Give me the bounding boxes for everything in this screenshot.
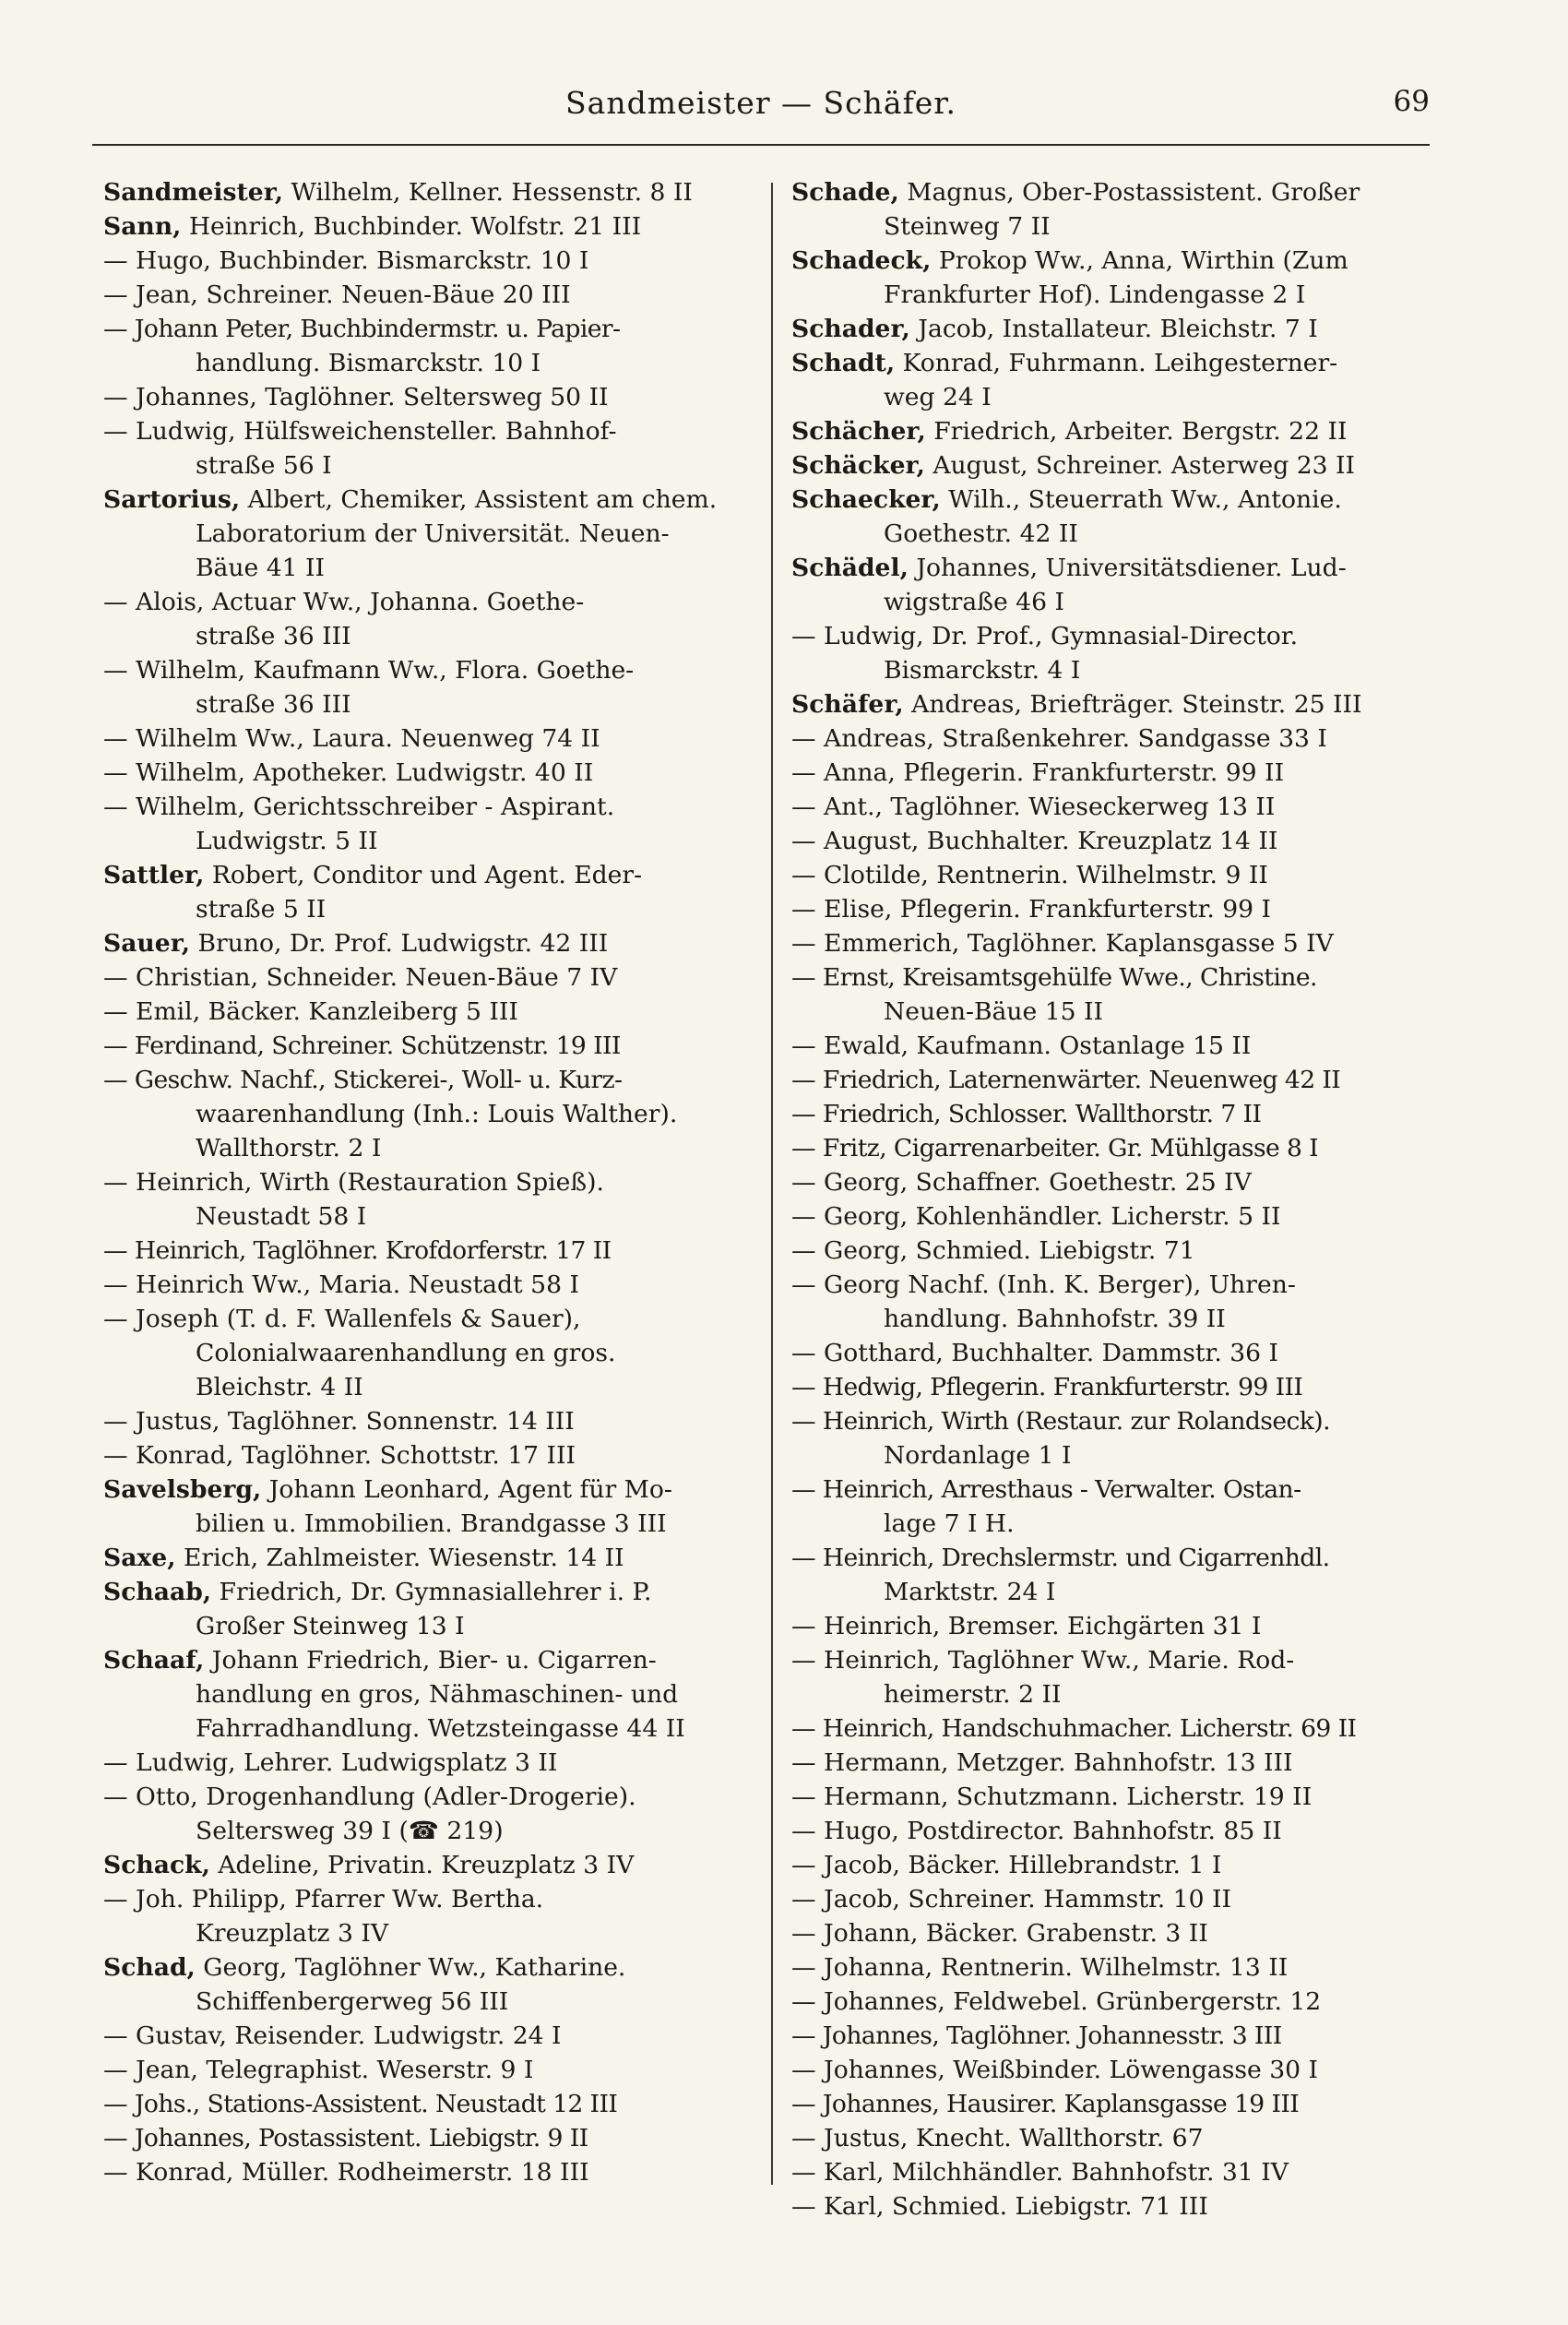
- entry-text: — Johann Peter, Buchbindermstr. u. Papier-: [103, 315, 621, 343]
- directory-line: [103, 2019, 766, 2053]
- directory-line: [791, 1711, 1454, 1746]
- entry-text: Friedrich, Arbeiter. Bergstr. 22 II: [933, 417, 1348, 446]
- entry-text: Erich, Zahlmeister. Wiesenstr. 14 II: [183, 1544, 624, 1572]
- directory-line: [791, 790, 1454, 824]
- surname-heading: Saxe,: [103, 1544, 176, 1572]
- entry-text: — Johannes, Weißbinder. Löwengasse 30 I: [791, 2056, 1318, 2084]
- directory-line: [103, 244, 766, 278]
- entry-text: — Jean, Telegraphist. Weserstr. 9 I: [103, 2056, 534, 2084]
- directory-line: [791, 2087, 1454, 2121]
- directory-line: [103, 551, 766, 585]
- entry-text: Bleichstr. 4 II: [196, 1373, 363, 1401]
- surname-heading: Schädel,: [791, 554, 909, 582]
- left-column: [103, 175, 766, 2189]
- entry-text: Konrad, Fuhrmann. Leihgesterner-: [902, 349, 1338, 377]
- column-divider: [771, 183, 773, 2185]
- entry-text: — Karl, Schmied. Liebigstr. 71 III: [791, 2192, 1208, 2221]
- entry-text: — Heinrich, Wirth (Restauration Spieß).: [103, 1168, 604, 1197]
- entry-text: — Anna, Pflegerin. Frankfurterstr. 99 II: [791, 758, 1285, 787]
- entry-text: — Johs., Stations-Assistent. Neustadt 12 III: [103, 2090, 618, 2118]
- directory-line: [103, 2053, 766, 2087]
- directory-line: [791, 380, 1454, 414]
- entry-text: — Wilhelm, Apotheker. Ludwigstr. 40 II: [103, 758, 594, 787]
- entry-text: Bruno, Dr. Prof. Ludwigstr. 42 III: [197, 929, 609, 958]
- entry-text: August, Schreiner. Asterweg 23 II: [932, 451, 1356, 480]
- entry-text: — Johanna, Rentnerin. Wilhelmstr. 13 II: [791, 1953, 1289, 1982]
- entry-text: Georg, Taglöhner Ww., Katharine.: [203, 1953, 626, 1982]
- directory-line: [103, 790, 766, 824]
- entry-text: Magnus, Ober-Postassistent. Großer: [907, 178, 1360, 207]
- entry-text: — Heinrich, Arresthaus - Verwalter. Ostan-: [791, 1475, 1301, 1504]
- directory-line: [103, 1507, 766, 1541]
- entry-text: Robert, Conditor und Agent. Eder-: [211, 861, 643, 889]
- directory-line: [791, 1438, 1454, 1472]
- entry-text: — Heinrich, Bremser. Eichgärten 31 I: [791, 1612, 1262, 1640]
- directory-line: [791, 551, 1454, 585]
- entry-text: — Elise, Pflegerin. Frankfurterstr. 99 I: [791, 895, 1272, 924]
- surname-heading: Schadeck,: [791, 246, 932, 275]
- entry-text: — Hermann, Metzger. Bahnhofstr. 13 III: [791, 1748, 1293, 1777]
- entry-text: — Heinrich, Taglöhner Ww., Marie. Rod-: [791, 1646, 1295, 1675]
- directory-line: [103, 960, 766, 995]
- entry-text: — Otto, Drogenhandlung (Adler-Drogerie).: [103, 1782, 636, 1811]
- entry-text: Adeline, Privatin. Kreuzplatz 3 IV: [218, 1851, 635, 1879]
- entry-text: Steinweg 7 II: [884, 212, 1051, 241]
- directory-line: [791, 448, 1454, 483]
- surname-heading: Sattler,: [103, 861, 205, 889]
- surname-heading: Schäcker,: [791, 451, 925, 480]
- directory-line: [103, 1234, 766, 1268]
- entry-text: Friedrich, Dr. Gymnasiallehrer i. P.: [219, 1578, 652, 1606]
- entry-text: Colonialwaarenhandlung en gros.: [196, 1339, 616, 1367]
- directory-line: [103, 1199, 766, 1234]
- directory-line: [791, 756, 1454, 790]
- directory-line: [103, 2121, 766, 2155]
- entry-text: Andreas, Briefträger. Steinstr. 25 III: [911, 690, 1362, 719]
- running-title: Sandmeister — Schäfer.: [565, 85, 956, 121]
- entry-text: Wallthorstr. 2 I: [196, 1134, 382, 1162]
- entry-text: — Hugo, Postdirector. Bahnhofstr. 85 II: [791, 1817, 1282, 1845]
- entry-text: — Christian, Schneider. Neuen-Bäue 7 IV: [103, 963, 618, 992]
- entry-text: Neuen-Bäue 15 II: [884, 997, 1104, 1026]
- entry-text: — Joseph (T. d. F. Wallenfels & Sauer),: [103, 1305, 581, 1333]
- entry-text: Neustadt 58 I: [196, 1202, 367, 1231]
- entry-text: Schiffenbergerweg 56 III: [196, 1987, 509, 2016]
- directory-line: [791, 1268, 1454, 1302]
- entry-text: — Friedrich, Schlosser. Wallthorstr. 7 II: [791, 1100, 1262, 1128]
- directory-line: [791, 1848, 1454, 1882]
- directory-line: [103, 1609, 766, 1643]
- entry-text: straße 36 III: [196, 690, 351, 719]
- directory-line: [103, 1746, 766, 1780]
- directory-line: [103, 1780, 766, 1814]
- directory-line: [791, 619, 1454, 653]
- directory-line: [103, 1029, 766, 1063]
- entry-text: handlung. Bismarckstr. 10 I: [196, 349, 541, 377]
- entry-text: — Georg, Schaffner. Goethestr. 25 IV: [791, 1168, 1252, 1197]
- entry-text: — Heinrich, Wirth (Restaur. zur Rolandseck).: [791, 1407, 1330, 1436]
- surname-heading: Schad,: [103, 1953, 196, 1982]
- directory-line: [103, 1165, 766, 1199]
- directory-line: [791, 1746, 1454, 1780]
- entry-text: — Heinrich, Drechslermstr. und Cigarrenhdl.: [791, 1544, 1330, 1572]
- entry-text: Johannes, Universitätsdiener. Lud-: [916, 554, 1347, 582]
- directory-line: [791, 2189, 1454, 2224]
- directory-line: [103, 1711, 766, 1746]
- entry-text: — Wilhelm, Kaufmann Ww., Flora. Goethe-: [103, 656, 635, 685]
- surname-heading: Schack,: [103, 1851, 210, 1879]
- directory-line: [791, 1575, 1454, 1609]
- directory-line: [791, 2155, 1454, 2189]
- entry-text: — Wilhelm Ww., Laura. Neuenweg 74 II: [103, 724, 600, 753]
- directory-line: [791, 960, 1454, 995]
- directory-line: [103, 1370, 766, 1404]
- directory-line: [103, 1336, 766, 1370]
- directory-line: [103, 1097, 766, 1131]
- directory-line: [103, 756, 766, 790]
- entry-text: handlung. Bahnhofstr. 39 II: [884, 1305, 1226, 1333]
- directory-line: [791, 824, 1454, 858]
- entry-text: — August, Buchhalter. Kreuzplatz 14 II: [791, 827, 1278, 855]
- entry-text: Großer Steinweg 13 I: [196, 1612, 465, 1640]
- directory-line: [103, 995, 766, 1029]
- directory-line: [103, 209, 766, 244]
- entry-text: wigstraße 46 I: [884, 588, 1064, 616]
- directory-line: [791, 585, 1454, 619]
- directory-line: [791, 1814, 1454, 1848]
- entry-text: — Justus, Knecht. Wallthorstr. 67: [791, 2124, 1204, 2152]
- entry-text: — Georg Nachf. (Inh. K. Berger), Uhren-: [791, 1270, 1296, 1299]
- entry-text: — Ant., Taglöhner. Wieseckerweg 13 II: [791, 793, 1276, 821]
- entry-text: — Gustav, Reisender. Ludwigstr. 24 I: [103, 2021, 562, 2050]
- directory-line: [791, 995, 1454, 1029]
- directory-line: [103, 1063, 766, 1097]
- directory-line: [103, 312, 766, 346]
- surname-heading: Schäfer,: [791, 690, 904, 719]
- entry-text: Wilhelm, Kellner. Hessenstr. 8 II: [291, 178, 693, 207]
- entry-text: Seltersweg 39 I (☎ 219): [196, 1817, 504, 1845]
- directory-line: [103, 1131, 766, 1165]
- entry-text: lage 7 I H.: [884, 1509, 1015, 1538]
- directory-line: [791, 244, 1454, 278]
- entry-text: — Jacob, Bäcker. Hillebrandstr. 1 I: [791, 1851, 1222, 1879]
- directory-line: [103, 1302, 766, 1336]
- entry-text: — Hedwig, Pflegerin. Frankfurterstr. 99 III: [791, 1373, 1303, 1401]
- directory-line: [103, 1404, 766, 1438]
- entry-text: Bismarckstr. 4 I: [884, 656, 1081, 685]
- entry-text: — Ferdinand, Schreiner. Schützenstr. 19 III: [103, 1031, 621, 1060]
- entry-text: Marktstr. 24 I: [884, 1578, 1056, 1606]
- directory-line: [103, 414, 766, 448]
- entry-text: handlung en gros, Nähmaschinen- und: [196, 1680, 679, 1709]
- entry-text: — Friedrich, Laternenwärter. Neuenweg 42 II: [791, 1066, 1341, 1094]
- directory-line: [791, 1097, 1454, 1131]
- directory-line: [791, 1302, 1454, 1336]
- surname-heading: Sann,: [103, 212, 182, 241]
- directory-line: [791, 2053, 1454, 2087]
- entry-text: Johann Friedrich, Bier- u. Cigarren-: [211, 1646, 657, 1675]
- directory-line: [791, 1882, 1454, 1916]
- directory-line: [103, 858, 766, 892]
- directory-line: [103, 175, 766, 209]
- entry-text: Kreuzplatz 3 IV: [196, 1919, 389, 1948]
- directory-line: [103, 619, 766, 653]
- directory-line: [103, 278, 766, 312]
- directory-line: [791, 175, 1454, 209]
- entry-text: — Konrad, Müller. Rodheimerstr. 18 III: [103, 2158, 589, 2187]
- directory-line: [103, 2087, 766, 2121]
- directory-line: [103, 1950, 766, 1985]
- directory-line: [791, 278, 1454, 312]
- entry-text: — Fritz, Cigarrenarbeiter. Gr. Mühlgasse 8 I: [791, 1134, 1319, 1162]
- directory-line: [103, 926, 766, 960]
- entry-text: — Johannes, Hausirer. Kaplansgasse 19 III: [791, 2090, 1300, 2118]
- directory-line: [791, 1609, 1454, 1643]
- entry-text: — Konrad, Taglöhner. Schottstr. 17 III: [103, 1441, 576, 1470]
- entry-text: — Jean, Schreiner. Neuen-Bäue 20 III: [103, 280, 571, 309]
- surname-heading: Schadt,: [791, 349, 896, 377]
- directory-line: [103, 1677, 766, 1711]
- directory-line: [791, 1985, 1454, 2019]
- entry-text: — Johannes, Taglöhner. Johannesstr. 3 III: [791, 2021, 1282, 2050]
- directory-line: [791, 1336, 1454, 1370]
- entry-text: — Karl, Milchhändler. Bahnhofstr. 31 IV: [791, 2158, 1289, 2187]
- entry-text: — Hermann, Schutzmann. Licherstr. 19 II: [791, 1782, 1313, 1811]
- entry-text: heimerstr. 2 II: [884, 1680, 1062, 1709]
- surname-heading: Schächer,: [791, 417, 926, 446]
- entry-text: — Ludwig, Hülfsweichensteller. Bahnhof-: [103, 417, 617, 446]
- directory-line: [103, 1575, 766, 1609]
- directory-line: [103, 1848, 766, 1882]
- entry-text: — Ernst, Kreisamtsgehülfe Wwe., Christine.: [791, 963, 1317, 992]
- entry-text: Ludwigstr. 5 II: [196, 827, 378, 855]
- entry-text: — Johann, Bäcker. Grabenstr. 3 II: [791, 1919, 1208, 1948]
- surname-heading: Sauer,: [103, 929, 191, 958]
- directory-line: [791, 1199, 1454, 1234]
- page-number: 69: [1393, 85, 1430, 118]
- directory-line: [103, 721, 766, 756]
- directory-line: [103, 585, 766, 619]
- entry-text: straße 5 II: [196, 895, 327, 924]
- directory-line: [791, 1472, 1454, 1507]
- directory-line: [791, 721, 1454, 756]
- entry-text: — Hugo, Buchbinder. Bismarckstr. 10 I: [103, 246, 589, 275]
- surname-heading: Sartorius,: [103, 485, 241, 514]
- entry-text: — Johannes, Taglöhner. Seltersweg 50 II: [103, 383, 609, 411]
- entry-text: — Gotthard, Buchhalter. Dammstr. 36 I: [791, 1339, 1279, 1367]
- directory-line: [103, 1985, 766, 2019]
- entry-text: Albert, Chemiker, Assistent am chem.: [247, 485, 718, 514]
- directory-line: [103, 1438, 766, 1472]
- directory-line: [791, 687, 1454, 721]
- directory-line: [791, 1780, 1454, 1814]
- directory-line: [103, 346, 766, 380]
- entry-text: — Geschw. Nachf., Stickerei-, Woll- u. Kurz-: [103, 1066, 623, 1094]
- entry-text: — Andreas, Straßenkehrer. Sandgasse 33 I: [791, 724, 1327, 753]
- directory-line: [791, 1165, 1454, 1199]
- directory-line: [791, 1131, 1454, 1165]
- directory-line: [791, 1541, 1454, 1575]
- directory-line: [791, 414, 1454, 448]
- entry-text: Goethestr. 42 II: [884, 519, 1078, 548]
- surname-heading: Schade,: [791, 178, 899, 207]
- directory-line: [103, 1916, 766, 1950]
- directory-line: [103, 892, 766, 926]
- surname-heading: Sandmeister,: [103, 178, 284, 207]
- right-column: [791, 175, 1454, 2224]
- entry-text: weg 24 I: [884, 383, 992, 411]
- entry-text: — Ewald, Kaufmann. Ostanlage 15 II: [791, 1031, 1252, 1060]
- directory-line: [103, 1268, 766, 1302]
- entry-text: Johann Leonhard, Agent für Mo-: [268, 1475, 672, 1504]
- surname-heading: Schaecker,: [791, 485, 941, 514]
- directory-line: [791, 2121, 1454, 2155]
- entry-text: straße 56 I: [196, 451, 332, 480]
- entry-text: — Alois, Actuar Ww., Johanna. Goethe-: [103, 588, 585, 616]
- directory-line: [791, 2019, 1454, 2053]
- directory-line: [791, 346, 1454, 380]
- page-header: [92, 85, 1430, 131]
- directory-line: [791, 312, 1454, 346]
- entry-text: — Emmerich, Taglöhner. Kaplansgasse 5 IV: [791, 929, 1334, 958]
- directory-line: [791, 1677, 1454, 1711]
- entry-text: — Georg, Schmied. Liebigstr. 71: [791, 1236, 1195, 1265]
- surname-heading: Schader,: [791, 315, 910, 343]
- directory-line: [791, 1507, 1454, 1541]
- entry-text: — Ludwig, Dr. Prof., Gymnasial-Director.: [791, 622, 1299, 650]
- directory-line: [791, 1370, 1454, 1404]
- directory-line: [791, 1029, 1454, 1063]
- entry-text: — Joh. Philipp, Pfarrer Ww. Bertha.: [103, 1885, 544, 1914]
- directory-line: [791, 209, 1454, 244]
- entry-text: — Jacob, Schreiner. Hammstr. 10 II: [791, 1885, 1231, 1914]
- entry-text: — Heinrich Ww., Maria. Neustadt 58 I: [103, 1270, 579, 1299]
- directory-line: [103, 653, 766, 687]
- entry-text: — Emil, Bäcker. Kanzleiberg 5 III: [103, 997, 518, 1026]
- directory-line: [791, 1643, 1454, 1677]
- directory-line: [103, 1882, 766, 1916]
- entry-text: Frankfurter Hof). Lindengasse 2 I: [884, 280, 1306, 309]
- entry-text: Prokop Ww., Anna, Wirthin (Zum: [938, 246, 1348, 275]
- directory-line: [103, 1643, 766, 1677]
- directory-line: [791, 517, 1454, 551]
- entry-text: — Ludwig, Lehrer. Ludwigsplatz 3 II: [103, 1748, 558, 1777]
- entry-text: Heinrich, Buchbinder. Wolfstr. 21 III: [188, 212, 642, 241]
- entry-text: — Clotilde, Rentnerin. Wilhelmstr. 9 II: [791, 861, 1268, 889]
- directory-line: [791, 653, 1454, 687]
- directory-line: [103, 824, 766, 858]
- entry-text: — Justus, Taglöhner. Sonnenstr. 14 III: [103, 1407, 575, 1436]
- entry-text: — Wilhelm, Gerichtsschreiber - Aspirant.: [103, 793, 615, 821]
- header-rule: [92, 144, 1430, 146]
- directory-line: [103, 517, 766, 551]
- directory-line: [791, 1916, 1454, 1950]
- entry-text: straße 36 III: [196, 622, 351, 650]
- directory-line: [103, 2155, 766, 2189]
- entry-text: — Johannes, Postassistent. Liebigstr. 9 II: [103, 2124, 588, 2152]
- directory-line: [791, 1404, 1454, 1438]
- entry-text: bilien u. Immobilien. Brandgasse 3 III: [196, 1509, 667, 1538]
- directory-line: [791, 1950, 1454, 1985]
- directory-line: [791, 926, 1454, 960]
- directory-line: [791, 1234, 1454, 1268]
- entry-text: Bäue 41 II: [196, 554, 326, 582]
- surname-heading: Schaab,: [103, 1578, 212, 1606]
- directory-line: [791, 892, 1454, 926]
- entry-text: — Heinrich, Handschuhmacher. Licherstr. 69 II: [791, 1714, 1357, 1743]
- directory-line: [103, 483, 766, 517]
- entry-text: — Heinrich, Taglöhner. Krofdorferstr. 17 II: [103, 1236, 612, 1265]
- directory-line: [791, 483, 1454, 517]
- directory-line: [103, 1814, 766, 1848]
- entry-text: Fahrradhandlung. Wetzsteingasse 44 II: [196, 1714, 685, 1743]
- entry-text: — Johannes, Feldwebel. Grünbergerstr. 12: [791, 1987, 1322, 2016]
- directory-line: [103, 380, 766, 414]
- entry-text: waarenhandlung (Inh.: Louis Walther).: [196, 1100, 678, 1128]
- surname-heading: Schaaf,: [103, 1646, 205, 1675]
- directory-line: [791, 858, 1454, 892]
- directory-line: [791, 1063, 1454, 1097]
- entry-text: Jacob, Installateur. Bleichstr. 7 I: [918, 315, 1318, 343]
- entry-text: Nordanlage 1 I: [884, 1441, 1072, 1470]
- directory-line: [103, 448, 766, 483]
- directory-line: [103, 1541, 766, 1575]
- entry-text: — Georg, Kohlenhändler. Licherstr. 5 II: [791, 1202, 1281, 1231]
- entry-text: Wilh., Steuerrath Ww., Antonie.: [948, 485, 1342, 514]
- surname-heading: Savelsberg,: [103, 1475, 262, 1504]
- entry-text: Laboratorium der Universität. Neuen-: [196, 519, 670, 548]
- directory-line: [103, 1472, 766, 1507]
- directory-line: [103, 687, 766, 721]
